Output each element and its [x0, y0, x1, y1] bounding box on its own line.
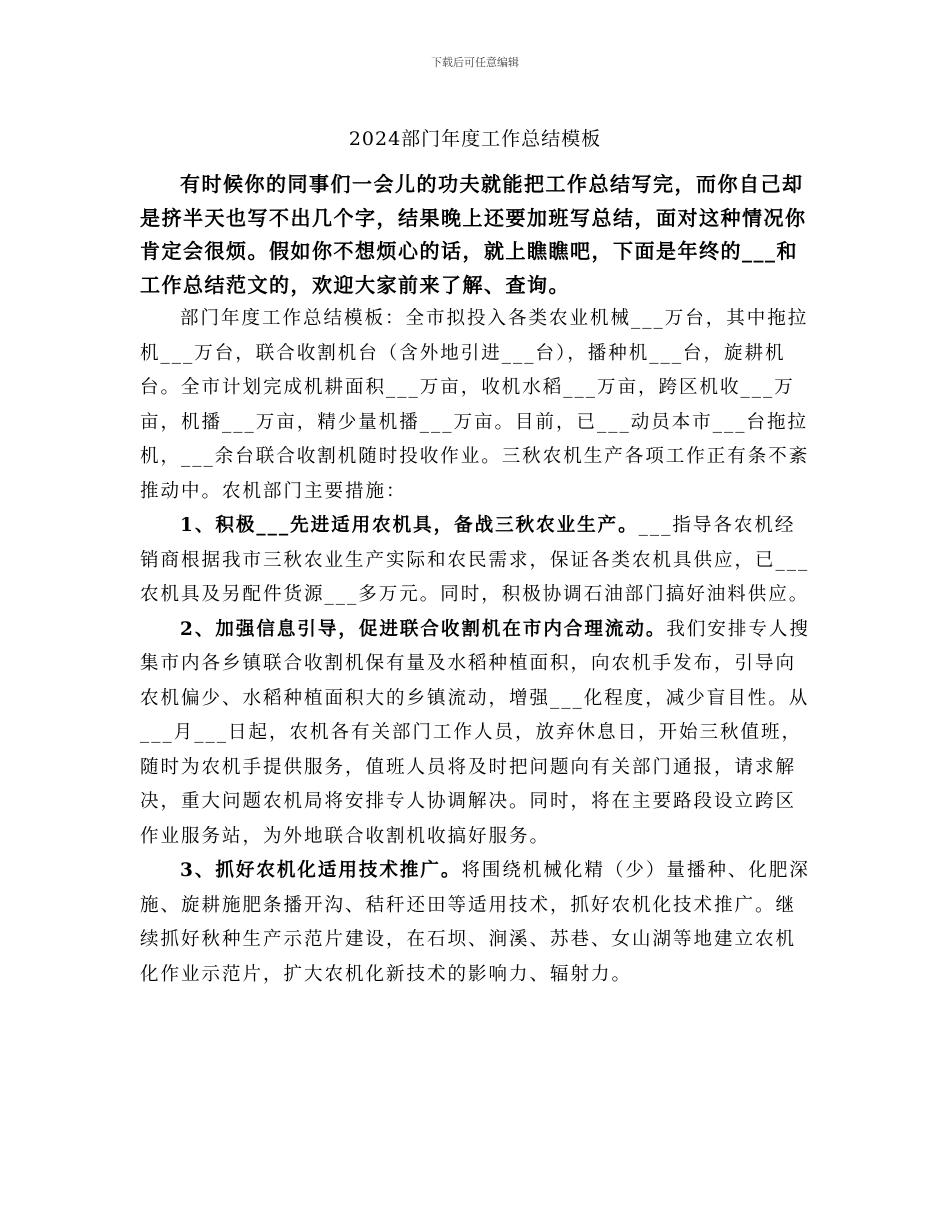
body-paragraph-2: [140, 509, 812, 613]
intro-paragraph: 有时候你的同事们一会儿的功夫就能把工作总结写完，而你自己却是挤半天也写不出几个字，结果晚上还要加班写总结，面对这种情况你肯定会很烦。假如你不想烦心的话，就上瞧瞧吧，下面是年终的___和工作总结范文的，欢迎大家前来了解、查询。: [140, 172, 807, 297]
document-body: [140, 168, 812, 992]
body-paragraph-4: [140, 854, 812, 992]
page-header: 下载后可任意编辑: [431, 56, 519, 69]
paragraph-4-heading: 3、抓好农机化适用技术推广。: [180, 860, 462, 881]
document-title: 2024部门年度工作总结模板: [348, 128, 602, 150]
paragraph-3-heading: 2、加强信息引导，促进联合收割机在市内合理流动。: [180, 618, 667, 640]
body-paragraph-3: [140, 613, 812, 855]
body-paragraph-1: [140, 302, 812, 509]
paragraph-2-heading: 1、积极___先进适用农机具，备战三秋农业生产。: [180, 515, 639, 536]
paragraph-4-text: 将围绕机械化精（少）量播种、化肥深施、旋耕施肥条播开沟、秸秆还田等适用技术，抓好农机化技术推广。继续抓好秋种生产示范片建设，在石坝、涧溪、苏巷、女山湖等地建立农机化作业示范片，扩大农机化新技术的影响力、辐射力。: [140, 860, 810, 985]
paragraph-2-text: ___指导各农机经销商根据我市三秋农业生产实际和农民需求，保证各类农机具供应，已___农机具及另配件货源___多万元。同时，积极协调石油部门搞好油料供应。: [140, 515, 810, 605]
paragraph-1-text: 部门年度工作总结模板：全市拟投入各类农业机械___万台，其中拖拉机___万台，联合收割机台（含外地引进___台），播种机___台，旋耕机台。全市计划完成机耕面积___万亩，收机水稻___万亩，跨区机收___万亩，机播___万亩，精少量机播___万亩。目前，已___动员本市___台拖拉机，___余台联合收割机随时投收作业。三秋农机生产各项工作正有条不紊推动中。农机部门主要措施：: [140, 308, 810, 502]
paragraph-3-text: 我们安排专人搜集市内各乡镇联合收割机保有量及水稻种植面积，向农机手发布，引导向农机偏少、水稻种植面积大的乡镇流动，增强___化程度，减少盲目性。从___月___日起，农机各有关部门工作人员，放弃休息日，开始三秋值班，随时为农机手提供服务，值班人员将及时把问题向有关部门通报，请求解决，重大问题农机局将安排专人协调解决。同时，将在主要路段设立跨区作业服务站，为外地联合收割机收搞好服务。: [140, 618, 810, 847]
